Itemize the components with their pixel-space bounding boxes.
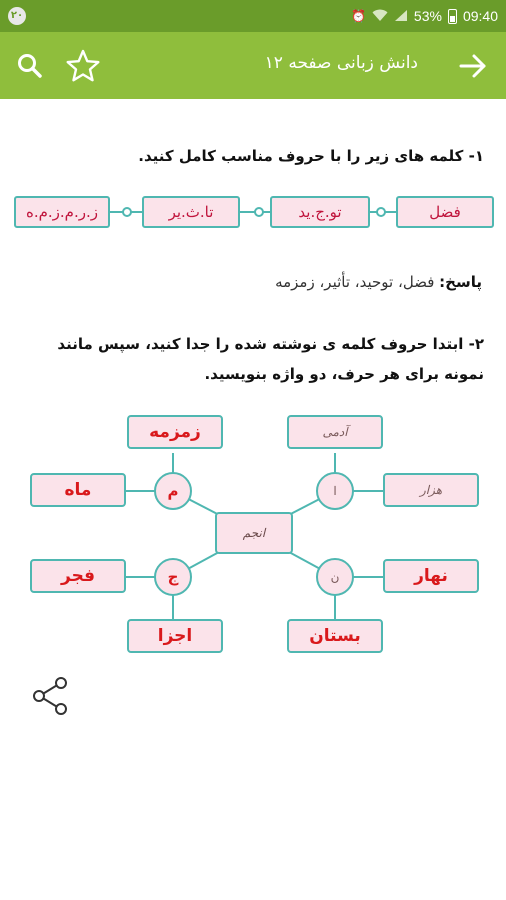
lesson-content: [0, 99, 506, 900]
battery-percent: 53%: [413, 8, 442, 24]
word-box-1: فضل: [396, 196, 494, 228]
status-right: [351, 6, 498, 26]
question-1: ۱- کلمه های زیر را با حروف مناسب کامل کنید.: [138, 147, 484, 165]
word-box-mim-2: ماه: [30, 473, 126, 507]
word-completion-row: [14, 196, 494, 230]
connector-dot: [376, 207, 386, 217]
question-2: ۲- ابتدا حروف کلمه ی نوشته شده را جدا کنید، سپس مانند نمونه برای هر حرف، دو واژه بنویسید.: [57, 335, 484, 383]
signal-icon: [394, 9, 408, 23]
alarm-icon: ⏰: [350, 9, 366, 23]
star-outline-icon[interactable]: [64, 47, 102, 85]
word-box-3: تا.ث.یر: [142, 196, 240, 228]
clock: 09:40: [462, 8, 498, 24]
battery-icon: [448, 9, 457, 24]
word-box-4: ز.ر.م.ز.م.ه: [14, 196, 110, 228]
answer-text: فضل، توحید، تأثیر، زمزمه: [275, 273, 435, 291]
center-word-box: انجم: [215, 512, 293, 554]
word-box-noon-1: نهار: [383, 559, 479, 593]
notification-icon: ۲۰: [8, 7, 26, 25]
back-arrow-icon[interactable]: [456, 49, 490, 83]
answer-label: پاسخ:: [439, 273, 482, 291]
letter-circle-alef: ا: [316, 472, 354, 510]
search-icon[interactable]: [14, 50, 46, 82]
app-bar: [0, 32, 506, 99]
connector-dot: [122, 207, 132, 217]
word-box-alef-2: هزار: [383, 473, 479, 507]
word-box-alef-1: آدمی: [287, 415, 383, 449]
letter-circle-jim: ج: [154, 558, 192, 596]
word-box-2: تو.ج.ید: [270, 196, 370, 228]
wifi-icon: [372, 9, 388, 23]
letter-circle-mim: م: [154, 472, 192, 510]
answer-line: [275, 273, 482, 291]
status-bar: [0, 0, 506, 32]
word-box-jim-1: فجر: [30, 559, 126, 593]
word-box-jim-2: اجزا: [127, 619, 223, 653]
connector-dot: [254, 207, 264, 217]
word-box-noon-2: بستان: [287, 619, 383, 653]
share-icon[interactable]: [30, 675, 72, 717]
letter-diagram: [0, 409, 506, 669]
letter-circle-noon: ن: [316, 558, 354, 596]
page-title: دانش زبانی صفحه ۱۲: [264, 53, 418, 73]
word-box-mim-1: زمزمه: [127, 415, 223, 449]
